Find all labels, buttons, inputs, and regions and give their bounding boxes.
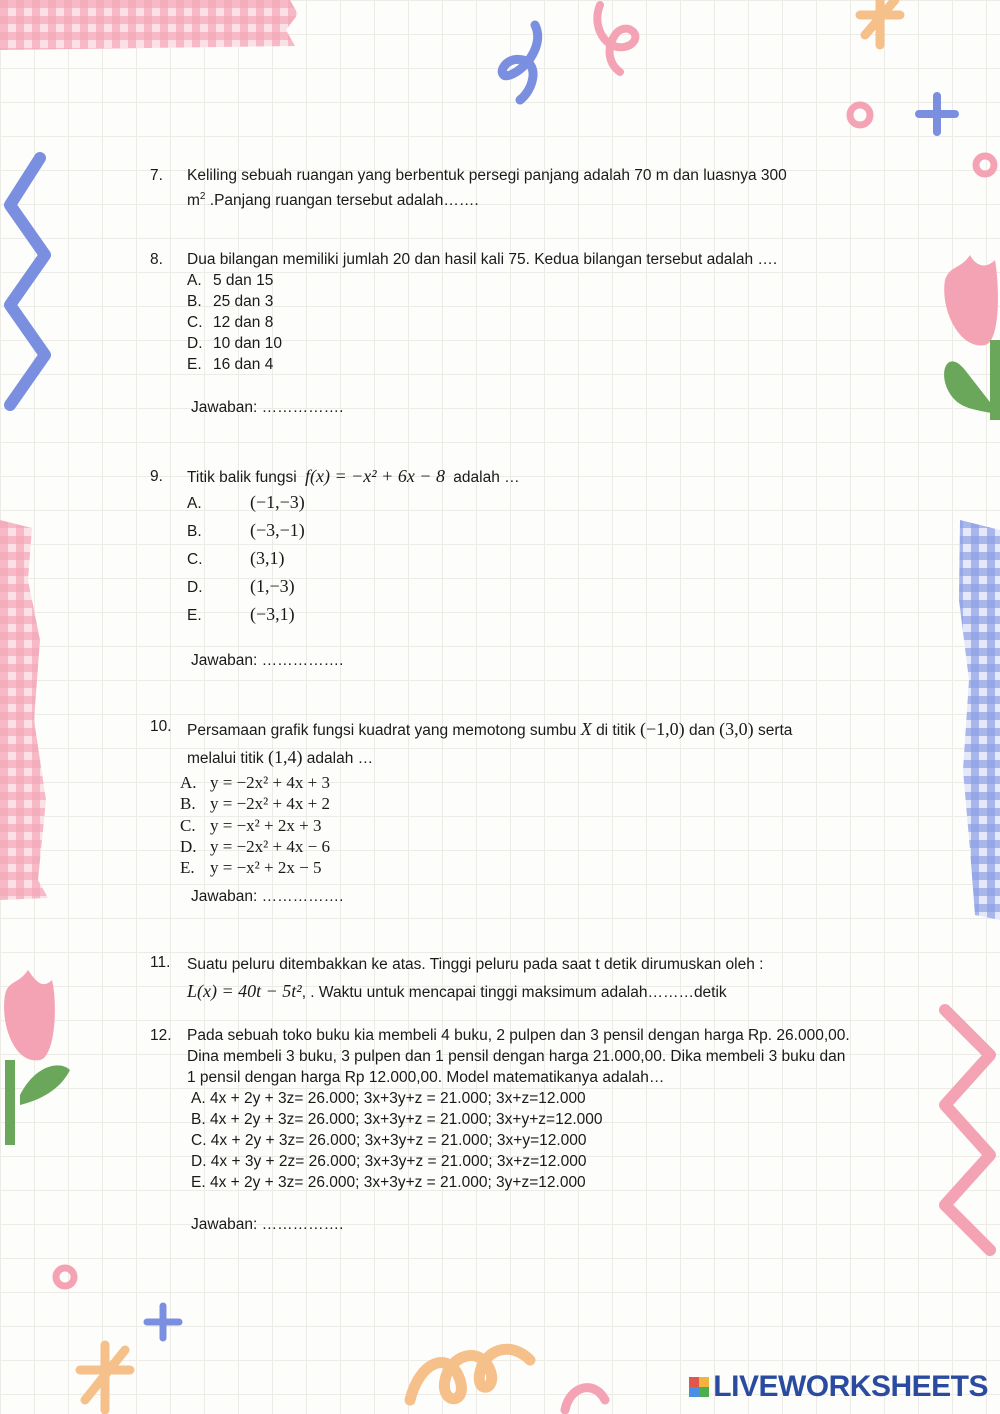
point: (1,4) <box>267 747 303 767</box>
question-8 <box>150 249 837 418</box>
option-label: E. <box>180 858 195 878</box>
option-e[interactable]: E. 4x + 2y + 3z= 26.000; 3x+3y+z = 21.000; 3y+z=12.000 <box>191 1174 586 1191</box>
question-text-before: Titik balik fungsi <box>187 469 297 486</box>
text-part: serta <box>757 722 793 739</box>
question-text: Dua bilangan memiliki jumlah 20 dan hasil kali 75. Kedua bilangan tersebut adalah …. <box>187 251 778 268</box>
question-10 <box>150 716 837 907</box>
option-label: B. <box>187 293 202 310</box>
option-label: A. <box>180 773 197 792</box>
question-number: 12. <box>150 1027 172 1044</box>
option-c[interactable] <box>187 544 837 572</box>
option-a[interactable] <box>187 270 837 291</box>
option-text: (−1,−3) <box>250 492 305 512</box>
text-part: dan <box>688 722 715 739</box>
option-label: E. <box>187 356 202 373</box>
question-line <box>187 716 837 744</box>
option-text: 16 dan 4 <box>213 356 274 373</box>
text-part: melalui titik <box>187 750 264 767</box>
question-line: Suatu peluru ditembakkan ke atas. Tinggi peluru pada saat t detik dirumuskan oleh : <box>187 956 764 973</box>
blue-gingham-tape-right <box>955 520 1000 920</box>
question-number: 9. <box>150 468 163 485</box>
option-label: D. <box>187 335 203 352</box>
option-c[interactable]: C. 4x + 2y + 3z= 26.000; 3x+3y+z = 21.000; 3x+y=12.000 <box>191 1132 587 1149</box>
text-part: Persamaan grafik fungsi kuadrat yang memotong sumbu <box>187 722 577 739</box>
pink-gingham-tape-left <box>0 520 52 900</box>
blue-plus-top-right <box>915 92 959 136</box>
option-text: y = −2x² + 4x + 3 <box>210 773 330 792</box>
question-9 <box>150 466 837 671</box>
pink-gingham-tape-top <box>0 0 300 52</box>
option-d[interactable] <box>187 333 837 354</box>
liveworksheets-logo <box>689 1370 988 1404</box>
option-label: D. <box>187 579 203 596</box>
option-c[interactable] <box>180 815 837 836</box>
option-e[interactable] <box>180 857 837 878</box>
option-e[interactable] <box>187 354 837 375</box>
question-number: 8. <box>150 251 163 268</box>
option-a[interactable]: A. 4x + 2y + 3z= 26.000; 3x+3y+z = 21.000; 3x+z=12.000 <box>191 1090 586 1107</box>
option-b[interactable] <box>187 516 837 544</box>
question-12 <box>150 1025 887 1235</box>
question-text <box>187 466 837 488</box>
option-d[interactable] <box>187 572 837 600</box>
question-line: 1 pensil dengan harga Rp 12.000,00. Model matematikanya adalah… <box>187 1069 665 1086</box>
answer-blank[interactable]: Jawaban: ……………. <box>191 1216 344 1233</box>
option-text: y = −2x² + 4x − 6 <box>210 836 330 856</box>
question-line: Pada sebuah toko buku kia membeli 4 buku, 2 pulpen dan 3 pensil dengan harga Rp. 26.000,00. <box>187 1027 850 1044</box>
blue-squiggle-top <box>495 15 555 105</box>
option-a[interactable] <box>180 772 837 793</box>
question-line: Keliling sebuah ruangan yang berbentuk persegi panjang adalah 70 m dan luasnya 300 <box>187 167 787 184</box>
option-text: y = −2x² + 4x + 2 <box>210 794 330 814</box>
superscript: 2 <box>199 191 206 202</box>
answer-blank[interactable]: Jawaban: ……………. <box>191 888 344 906</box>
question-line-rest: , . Waktu untuk mencapai tinggi maksimum adalah………detik <box>301 984 727 1001</box>
option-a[interactable] <box>187 488 837 516</box>
option-text: 10 dan 10 <box>213 335 282 352</box>
blue-zigzag-left <box>0 150 60 420</box>
orange-curl-bottom <box>400 1320 540 1414</box>
tulip-left <box>0 965 75 1145</box>
question-text <box>187 952 837 1006</box>
question-line <box>187 186 837 211</box>
option-b[interactable] <box>180 793 837 814</box>
option-e[interactable] <box>187 600 837 628</box>
option-label: E. <box>187 607 202 624</box>
question-line: Dina membeli 3 buku, 3 pulpen dan 1 pensil dengan harga 21.000,00. Dika membeli 3 buku dan <box>187 1048 846 1065</box>
question-text <box>187 716 837 772</box>
question-number: 10. <box>150 718 172 735</box>
option-c[interactable] <box>187 312 837 333</box>
text-part: adalah … <box>306 750 374 767</box>
option-label: C. <box>187 551 203 568</box>
function-formula: f(x) = −x² + 6x − 8 <box>305 466 445 486</box>
option-b[interactable]: B. 4x + 2y + 3z= 26.000; 3x+3y+z = 21.000; 3x+y+z=12.000 <box>191 1111 603 1128</box>
option-text: (−3,−1) <box>250 520 305 540</box>
option-label: B. <box>187 523 202 540</box>
blue-plus-bottom-left <box>143 1302 183 1342</box>
formula: L(x) = 40t − 5t² <box>187 981 302 1001</box>
orange-star-top-right <box>840 0 920 50</box>
question-text <box>187 1025 887 1088</box>
pink-zigzag-right <box>930 1000 1000 1260</box>
question-text-after: adalah … <box>453 469 520 486</box>
pink-ring-bottom-left <box>50 1262 80 1292</box>
question-11 <box>150 952 837 1006</box>
option-text: 5 dan 15 <box>213 272 274 289</box>
answer-blank[interactable]: Jawaban: ……………. <box>191 652 344 669</box>
pink-curl-bottom <box>560 1375 610 1414</box>
option-label: B. <box>180 794 196 814</box>
question-number: 7. <box>150 167 163 184</box>
question-number: 11. <box>150 954 171 971</box>
question-line-rest: .Panjang ruangan tersebut adalah……. <box>205 192 479 210</box>
option-text: (3,1) <box>250 548 285 568</box>
question-7 <box>150 165 837 211</box>
pink-squiggle-top <box>590 0 650 80</box>
point: (3,0) <box>719 719 754 739</box>
logo-text: LIVEWORKSHEETS <box>713 1370 988 1403</box>
option-label: A. <box>187 272 202 289</box>
answer-blank[interactable]: Jawaban: ……………. <box>191 399 344 416</box>
pink-ring-right <box>970 150 1000 180</box>
option-text: y = −x² + 2x − 5 <box>210 858 322 878</box>
pink-ring-top-right <box>845 100 875 130</box>
question-text <box>187 165 837 211</box>
option-label: A. <box>187 495 202 512</box>
logo-icon <box>689 1377 709 1397</box>
tulip-right <box>935 250 1000 425</box>
option-text: 25 dan 3 <box>213 293 274 310</box>
text-part: di titik <box>596 722 636 739</box>
option-label: C. <box>180 815 196 835</box>
option-label: D. <box>180 836 197 856</box>
axis-label: X <box>580 719 592 739</box>
unit: m <box>187 192 200 210</box>
option-text: (−3,1) <box>250 604 295 624</box>
option-text: (1,−3) <box>250 576 295 596</box>
option-text: 12 dan 8 <box>213 314 274 331</box>
option-d[interactable]: D. 4x + 3y + 2z= 26.000; 3x+3y+z = 21.000; 3x+z=12.000 <box>191 1153 587 1170</box>
point: (−1,0) <box>640 719 685 739</box>
orange-star-bottom-left <box>70 1340 140 1414</box>
question-line <box>187 978 837 1006</box>
option-label: C. <box>187 314 203 331</box>
question-line <box>187 744 837 772</box>
option-d[interactable] <box>180 836 837 857</box>
option-text: y = −x² + 2x + 3 <box>210 815 322 835</box>
option-b[interactable] <box>187 291 837 312</box>
